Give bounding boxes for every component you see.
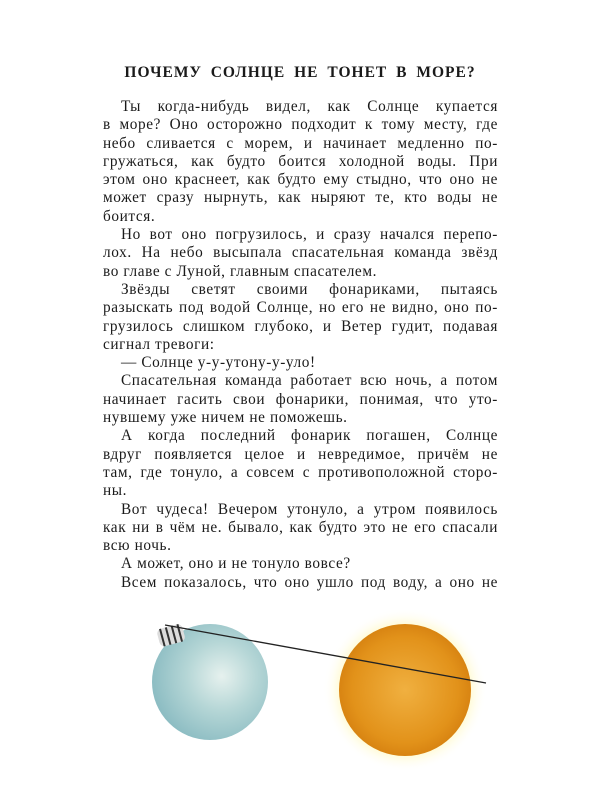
text-line: во главе с Луной, главным спасателем.	[103, 262, 378, 280]
text-line: нувшему уже ничем не поможешь.	[103, 409, 348, 427]
text-line: может сразу нырнуть, как ныряют те, кто воды не	[103, 189, 498, 207]
text-line: ны.	[103, 482, 128, 500]
text-line: вдруг появляется целое и невредимое, причём не	[103, 445, 498, 463]
text-line: в море? Оно осторожно подходит к тому месту, где	[103, 116, 498, 134]
text-line: Спасательная команда работает всю ночь, а потом	[121, 372, 498, 390]
text-line: начинает гасить свои фонарики, понимая, что уто-	[103, 390, 498, 408]
text-line: всю ночь.	[103, 537, 172, 555]
text-line: Звёзды светят своими фонариками, пытаясь	[121, 280, 498, 298]
text-line: этом оно краснеет, как будто ему стыдно, что оно не	[103, 171, 498, 189]
chapter-title: ПОЧЕМУ СОЛНЦЕ НЕ ТОНЕТ В МОРЕ?	[124, 64, 476, 81]
text-line: Всем показалось, что оно ушло под воду, а оно не	[121, 573, 498, 591]
text-line: небо сливается с морем, и начинает медленно по-	[103, 134, 498, 152]
text-line: А когда последний фонарик погашен, Солнце	[121, 427, 498, 445]
text-line: разыскать под водой Солнце, но его не видно, оно по-	[103, 299, 498, 317]
text-line: гружаться, как будто боится холодной воды. При	[103, 152, 498, 170]
text-line: — Солнце у-у-утону-у-уло!	[121, 354, 316, 372]
sun	[339, 624, 471, 756]
text-line: сигнал тревоги:	[103, 335, 215, 353]
text-line: там, где тонуло, а совсем с противоположной сторо-	[103, 463, 498, 481]
text-line: грузилось слишком глубоко, и Ветер гудит, подавая	[103, 317, 498, 335]
text-line: Ты когда-нибудь видел, как Солнце купается	[121, 98, 498, 115]
text-line: как ни в чём не. бывало, как будто это не его спасали	[103, 518, 498, 536]
text-line: Но вот оно погрузилось, и сразу начался перепо-	[121, 226, 498, 244]
text-line: Вот чудеса! Вечером утонуло, а утром появилось	[121, 500, 498, 518]
story-text	[103, 98, 498, 592]
moon-sun-illustration	[0, 610, 600, 787]
text-line: А может, оно и не тонуло вовсе?	[121, 555, 351, 573]
text-line: лох. На небо высыпала спасательная команда звёзд	[103, 244, 498, 262]
text-line: боится.	[103, 207, 156, 225]
